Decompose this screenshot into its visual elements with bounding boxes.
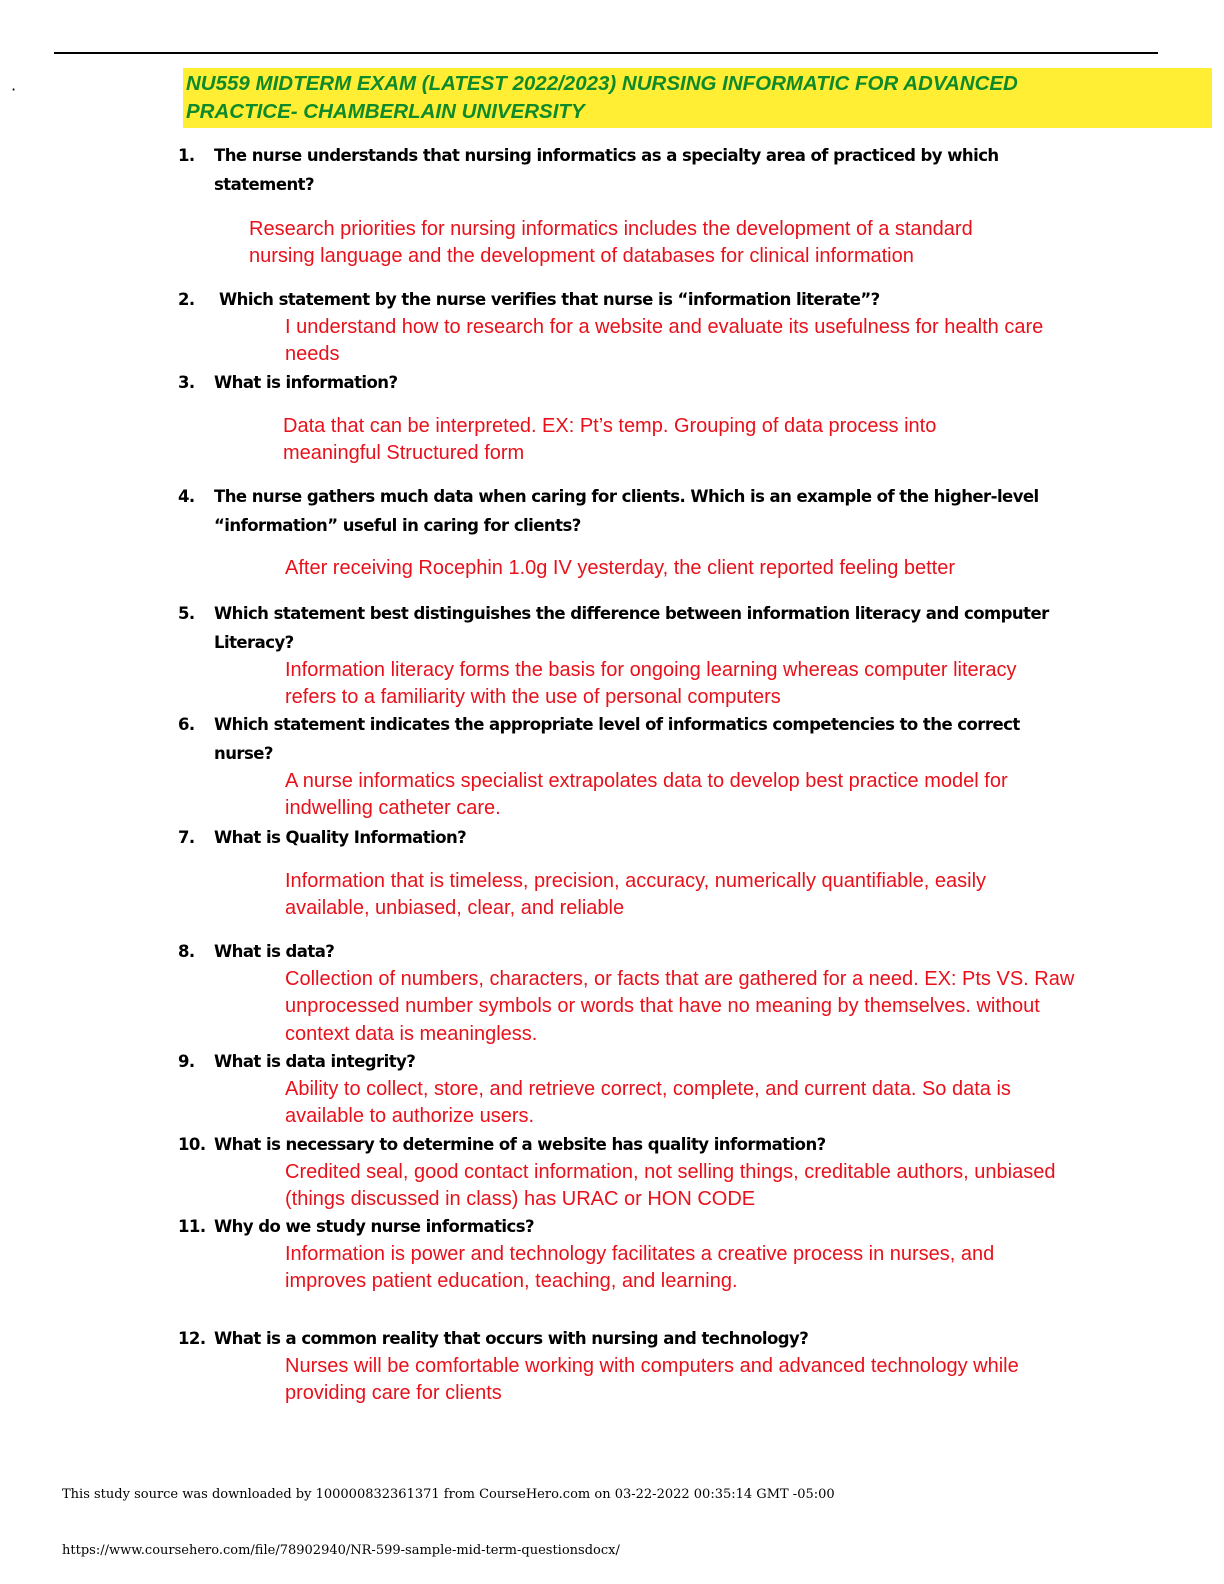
question-text: What is data? [214,942,335,961]
question-3 [178,369,1078,398]
question-number: 2. [178,290,195,309]
answer-7: Information that is timeless, precision, accuracy, numerically quantifiable, easily available, unbiased, clear, and reliable [285,870,987,920]
footer-url[interactable]: https://www.coursehero.com/file/78902940/NR-599-sample-mid-term-questionsdocx/ [62,1543,620,1558]
question-4 [178,483,1078,540]
answer-4: After receiving Rocephin 1.0g IV yesterday, the client reported feeling better [285,557,956,579]
answer-2: I understand how to research for a website and evaluate its usefulness for health care needs [285,316,1044,366]
answer-12: Nurses will be comfortable working with computers and advanced technology while providing care for clients [285,1355,1019,1405]
answer-11: Information is power and technology facilitates a creative process in nurses, and improves patient education, teaching, and learning. [285,1243,995,1293]
title-line-1: NU559 MIDTERM EXAM (LATEST 2022/2023) NURSING INFORMATIC FOR ADVANCED [186,72,1018,95]
question-9 [178,1048,1078,1077]
question-10 [178,1131,1078,1160]
question-text: Which statement best distinguishes the difference between information literacy and computer Literacy? [214,604,1049,652]
question-2 [178,286,1078,315]
question-text: The nurse gathers much data when caring for clients. Which is an example of the higher-level “information” useful in caring for clients? [214,487,1039,535]
question-number: 4. [178,487,195,506]
question-text: What is a common reality that occurs with nursing and technology? [214,1329,809,1348]
bullet-mark: · [11,80,17,99]
question-number: 11. [178,1217,206,1236]
answer-5: Information literacy forms the basis for ongoing learning whereas computer literacy refers to a familiarity with the use of personal computers [285,659,1017,709]
top-rule [54,52,1158,54]
question-number: 5. [178,604,195,623]
question-text: What is information? [214,373,398,392]
question-text: Why do we study nurse informatics? [214,1217,535,1236]
answer-3: Data that can be interpreted. EX: Pt’s temp. Grouping of data process into meaningful Structured form [283,415,937,465]
document-title [183,68,1212,128]
question-11 [178,1213,1078,1242]
question-number: 6. [178,715,195,734]
question-text: What is Quality Information? [214,828,467,847]
question-number: 3. [178,373,195,392]
question-number: 7. [178,828,195,847]
question-8 [178,938,1078,967]
answer-6: A nurse informatics specialist extrapolates data to develop best practice model for indwelling catheter care. [285,770,1008,820]
question-number: 1. [178,146,195,165]
question-6 [178,711,1078,768]
question-number: 12. [178,1329,206,1348]
question-number: 10. [178,1135,206,1154]
question-text: The nurse understands that nursing informatics as a specialty area of practiced by which statement? [214,146,999,194]
question-text: Which statement indicates the appropriate level of informatics competencies to the correct nurse? [214,715,1020,763]
answer-10: Credited seal, good contact information, not selling things, creditable authors, unbiased (things discussed in class) has URAC or HON CODE [285,1161,1056,1211]
question-12 [178,1325,1078,1354]
title-line-2: PRACTICE- CHAMBERLAIN UNIVERSITY [186,100,585,123]
question-text: What is necessary to determine of a website has quality information? [214,1135,826,1154]
question-number: 9. [178,1052,195,1071]
answer-1: Research priorities for nursing informatics includes the development of a standard nursing language and the development of databases for clinical information [249,218,973,268]
question-5 [178,600,1078,657]
question-1 [178,142,1078,199]
question-7 [178,824,1078,853]
question-text: Which statement by the nurse verifies that nurse is “information literate”? [219,290,880,309]
answer-8: Collection of numbers, characters, or facts that are gathered for a need. EX: Pts VS. Raw unprocessed number symbols or words that have no meaning by themselves. without context data is meaningless. [285,968,1075,1045]
answer-9: Ability to collect, store, and retrieve correct, complete, and current data. So data is available to authorize users. [285,1078,1011,1128]
footer-source-line: This study source was downloaded by 100000832361371 from CourseHero.com on 03-22-2022 00:35:14 GMT -05:00 [62,1487,835,1502]
question-number: 8. [178,942,195,961]
question-text: What is data integrity? [214,1052,416,1071]
